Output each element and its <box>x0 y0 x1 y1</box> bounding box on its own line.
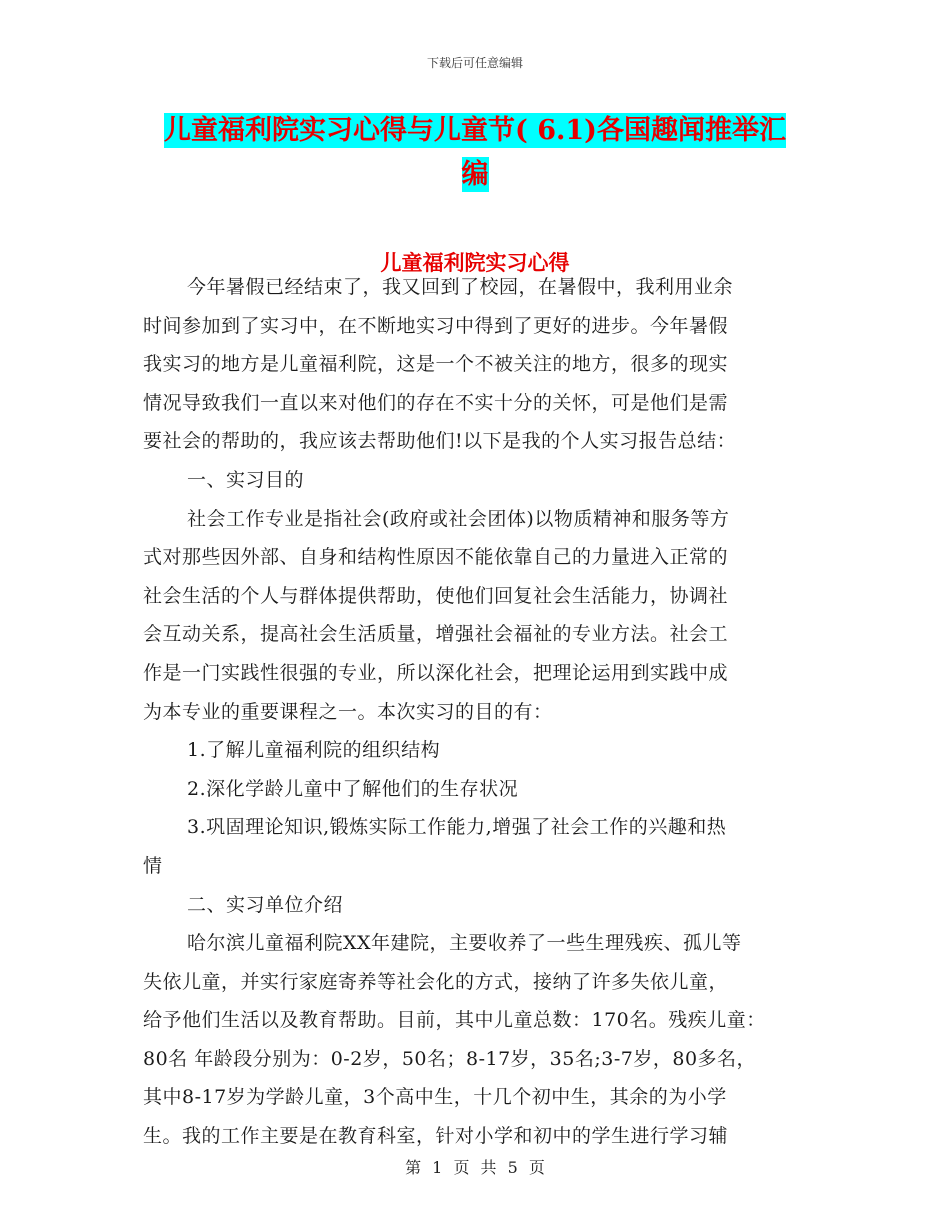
heading-line: 一、实习目的 <box>187 468 305 491</box>
text-line: 我实习的地方是儿童福利院，这是一个不被关注的地方，很多的现实 <box>143 353 729 376</box>
list-item: 2.深化学龄儿童中了解他们的生存状况 <box>187 777 519 800</box>
text-line: 为本专业的重要课程之一。本次实习的目的有： <box>143 700 553 723</box>
text-line: 情 <box>143 854 163 877</box>
text-line: 失依儿童，并实行家庭寄养等社会化的方式，接纳了许多失依儿童， <box>143 970 729 993</box>
heading-line: 二、实习单位介绍 <box>187 893 344 916</box>
text-line: 80名 年龄段分别为：0-2岁，50名；8-17岁，35名;3-7岁，80多名， <box>143 1047 757 1070</box>
page-header-note: 下载后可任意编辑 <box>426 56 523 70</box>
text-line: 哈尔滨儿童福利院XX年建院，主要收养了一些生理残疾、孤儿等 <box>187 932 742 955</box>
document-title-line-1 <box>0 114 950 148</box>
text-line: 情况导致我们一直以来对他们的存在不实十分的关怀，可是他们是需 <box>143 391 729 414</box>
title-highlight-1: 儿童福利院实习心得与儿童节( 6.1)各国趣闻推举汇 <box>164 115 786 146</box>
text-line: 生。我的工作主要是在教育科室，针对小学和初中的学生进行学习辅 <box>143 1125 729 1148</box>
document-title-line-2 <box>0 158 950 192</box>
list-item: 1.了解儿童福利院的组织结构 <box>187 739 441 762</box>
text-line: 给予他们生活以及教育帮助。目前，其中儿童总数：170名。残疾儿童： <box>143 1009 766 1032</box>
text-line: 社会工作专业是指社会(政府或社会团体)以物质精神和服务等方 <box>187 507 730 530</box>
text-line: 会互动关系，提高社会生活质量，增强社会福祉的专业方法。社会工 <box>143 623 729 646</box>
body-text <box>143 268 813 1156</box>
title-highlight-2: 编 <box>461 159 489 190</box>
text-line: 社会生活的个人与群体提供帮助，使他们回复社会生活能力，协调社 <box>143 584 729 607</box>
text-line: 式对那些因外部、自身和结构性原因不能依靠自己的力量进入正常的 <box>143 546 729 569</box>
text-line: 作是一门实践性很强的专业，所以深化社会，把理论运用到实践中成 <box>143 661 729 684</box>
page-number-footer: 第 1 页 共 5 页 <box>405 1158 545 1177</box>
list-item: 3.巩固理论知识,锻炼实际工作能力,增强了社会工作的兴趣和热 <box>187 816 727 839</box>
text-line: 要社会的帮助的，我应该去帮助他们!以下是我的个人实习报告总结： <box>143 430 737 453</box>
section-title: 儿童福利院实习心得 <box>380 250 570 275</box>
text-line: 今年暑假已经结束了，我又回到了校园，在暑假中，我利用业余 <box>187 276 734 298</box>
text-line: 其中8-17岁为学龄儿童，3个高中生，十几个初中生，其余的为小学 <box>143 1086 727 1109</box>
text-line: 时间参加到了实习中，在不断地实习中得到了更好的进步。今年暑假 <box>143 314 729 337</box>
